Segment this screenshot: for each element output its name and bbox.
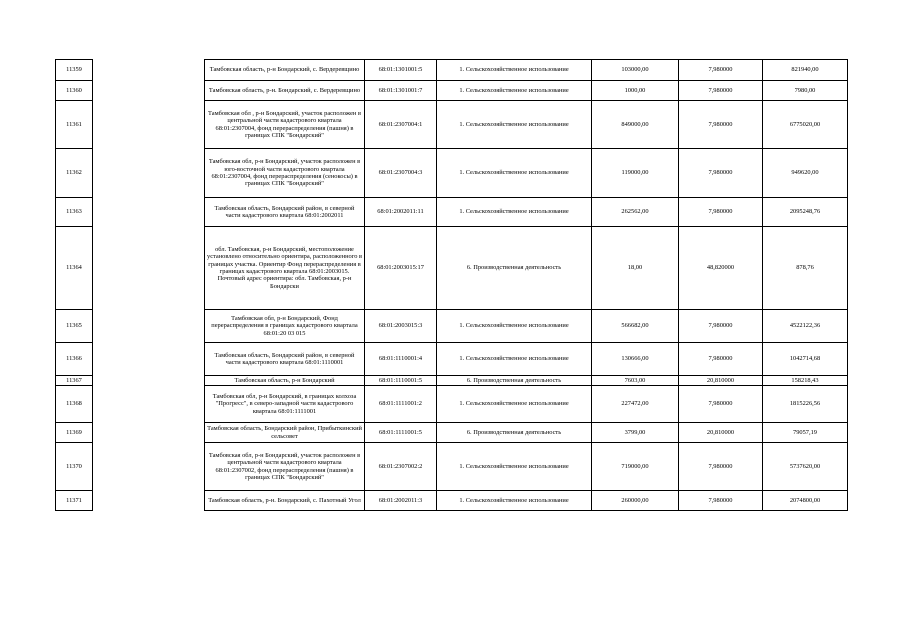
address-cell: Тамбовская область, Бондарский район, Прибыткинский сельсовет [205,423,365,443]
row-number-cell: 11368 [56,386,93,423]
address-cell: Тамбовская область, р-н Бондарский, с. Вердеревщино [205,60,365,81]
table-row [56,81,848,101]
land-use-category-cell: 1. Сельскохозяйственное использование [437,149,592,198]
rate-cell: 7,980000 [679,343,763,376]
land-use-category-cell: 6. Производственная деятельность [437,227,592,310]
spacer-cell [93,149,205,198]
land-use-category-cell: 1. Сельскохозяйственное использование [437,386,592,423]
spacer-cell [93,423,205,443]
cadastral-value-cell: 79057,19 [763,423,848,443]
row-number-cell: 11370 [56,443,93,491]
land-use-category-cell: 1. Сельскохозяйственное использование [437,60,592,81]
cadastral-number-cell: 68:01:1111001:2 [365,386,437,423]
cadastral-value-cell: 6775020,00 [763,101,848,149]
cadastral-value-cell: 949620,00 [763,149,848,198]
cadastral-number-cell: 68:01:2002011:11 [365,198,437,227]
cadastral-number-cell: 68:01:2307002:2 [365,443,437,491]
land-registry-table [55,59,848,511]
area-cell: 103000,00 [592,60,679,81]
cadastral-number-cell: 68:01:1301001:5 [365,60,437,81]
table-row [56,310,848,343]
cadastral-value-cell: 2074800,00 [763,491,848,511]
area-cell: 1000,00 [592,81,679,101]
row-number-cell: 11364 [56,227,93,310]
table-row [56,491,848,511]
cadastral-value-cell: 158218,43 [763,376,848,386]
cadastral-number-cell: 68:01:2003015:17 [365,227,437,310]
row-number-cell: 11366 [56,343,93,376]
rate-cell: 7,980000 [679,81,763,101]
spacer-cell [93,310,205,343]
area-cell: 262562,00 [592,198,679,227]
address-cell: Тамбовская обл, р-н Бондарский, участок расположен в центральной части кадастрового квартала 68:01:2307002, фонд перераспределения (пашня) в границах СПК "Бондарский" [205,443,365,491]
rate-cell: 7,980000 [679,443,763,491]
cadastral-value-cell: 878,76 [763,227,848,310]
rate-cell: 7,980000 [679,310,763,343]
cadastral-value-cell: 5737620,00 [763,443,848,491]
area-cell: 7603,00 [592,376,679,386]
area-cell: 260000,00 [592,491,679,511]
area-cell: 119000,00 [592,149,679,198]
table-row [56,149,848,198]
cadastral-number-cell: 68:01:2307004:1 [365,101,437,149]
cadastral-number-cell: 68:01:1111001:5 [365,423,437,443]
land-use-category-cell: 6. Производственная деятельность [437,376,592,386]
land-use-category-cell: 1. Сельскохозяйственное использование [437,198,592,227]
area-cell: 130666,00 [592,343,679,376]
spacer-cell [93,491,205,511]
spacer-cell [93,386,205,423]
table-row [56,227,848,310]
row-number-cell: 11363 [56,198,93,227]
area-cell: 227472,00 [592,386,679,423]
spacer-cell [93,198,205,227]
spacer-cell [93,60,205,81]
cadastral-number-cell: 68:01:1110001:4 [365,343,437,376]
table-row [56,386,848,423]
rate-cell: 7,980000 [679,60,763,81]
land-use-category-cell: 1. Сельскохозяйственное использование [437,101,592,149]
address-cell: Тамбовская обл, р-н Бондарский, в границах колхоза "Прогресс", в северо-западной части кадастрового квартала 68:01:1111001 [205,386,365,423]
rate-cell: 7,980000 [679,386,763,423]
rate-cell: 7,980000 [679,149,763,198]
spacer-cell [93,376,205,386]
address-cell: Тамбовская обл, р-н Бондарский, Фонд перераспределения в границах кадастрового квартала 68:01:20 03 015 [205,310,365,343]
cadastral-number-cell: 68:01:1301001:7 [365,81,437,101]
table-row [56,60,848,81]
cadastral-number-cell: 68:01:2003015:3 [365,310,437,343]
spacer-cell [93,443,205,491]
cadastral-number-cell: 68:01:2002011:3 [365,491,437,511]
table-row [56,376,848,386]
row-number-cell: 11362 [56,149,93,198]
land-use-category-cell: 1. Сельскохозяйственное использование [437,343,592,376]
land-use-category-cell: 1. Сельскохозяйственное использование [437,491,592,511]
spacer-cell [93,343,205,376]
row-number-cell: 11365 [56,310,93,343]
land-use-category-cell: 6. Производственная деятельность [437,423,592,443]
spacer-cell [93,101,205,149]
address-cell: Тамбовская область, р-н. Бондарский, с. Пахотный Угол [205,491,365,511]
row-number-cell: 11361 [56,101,93,149]
rate-cell: 7,980000 [679,101,763,149]
table-row [56,343,848,376]
spacer-cell [93,227,205,310]
area-cell: 18,00 [592,227,679,310]
cadastral-value-cell: 1042714,68 [763,343,848,376]
address-cell: обл. Тамбовская, р-н Бондарский, местоположение установлено относительно ориентира, расположенного в границах участка. Ориентир Фонд перераспределения в границах кадастрового квартала 68:01:2003015. Почтовый адрес ориентира: обл. Тамбовская, р-н Бондарски [205,227,365,310]
address-cell: Тамбовская область, р-н Бондарский [205,376,365,386]
row-number-cell: 11367 [56,376,93,386]
area-cell: 719000,00 [592,443,679,491]
land-use-category-cell: 1. Сельскохозяйственное использование [437,81,592,101]
address-cell: Тамбовская область, р-н. Бондарский, с. Вердеревщино [205,81,365,101]
cadastral-number-cell: 68:01:2307004:3 [365,149,437,198]
cadastral-value-cell: 1815226,56 [763,386,848,423]
area-cell: 3799,00 [592,423,679,443]
rate-cell: 20,810000 [679,376,763,386]
rate-cell: 20,810000 [679,423,763,443]
table-row [56,443,848,491]
address-cell: Тамбовская обл , р-н Бондарский, участок расположен в центральной части кадастрового квартала 68:01:2307004, фонд перераспределения (пашня) в границах СПК "Бондарский" [205,101,365,149]
row-number-cell: 11369 [56,423,93,443]
cadastral-value-cell: 2095248,76 [763,198,848,227]
address-cell: Тамбовская область, Бондарский район, в северной части кадастрового квартала 68:01:2002011 [205,198,365,227]
land-use-category-cell: 1. Сельскохозяйственное использование [437,310,592,343]
cadastral-value-cell: 821940,00 [763,60,848,81]
area-cell: 566682,00 [592,310,679,343]
cadastral-number-cell: 68:01:1110001:5 [365,376,437,386]
rate-cell: 7,980000 [679,198,763,227]
land-use-category-cell: 1. Сельскохозяйственное использование [437,443,592,491]
cadastral-value-cell: 4522122,36 [763,310,848,343]
table-row [56,423,848,443]
table-row [56,101,848,149]
rate-cell: 7,980000 [679,491,763,511]
cadastral-value-cell: 7980,00 [763,81,848,101]
table-row [56,198,848,227]
spacer-cell [93,81,205,101]
row-number-cell: 11360 [56,81,93,101]
area-cell: 849000,00 [592,101,679,149]
rate-cell: 48,820000 [679,227,763,310]
address-cell: Тамбовская область, Бондарский район, в северной части кадастрового квартала 68:01:1110001 [205,343,365,376]
row-number-cell: 11359 [56,60,93,81]
address-cell: Тамбовская обл, р-н Бондарский, участок расположен в юго-восточной части кадастрового квартала 68:01:2307004, фонд перераспределения (сенокосы) в границах СПК "Бондарский" [205,149,365,198]
row-number-cell: 11371 [56,491,93,511]
